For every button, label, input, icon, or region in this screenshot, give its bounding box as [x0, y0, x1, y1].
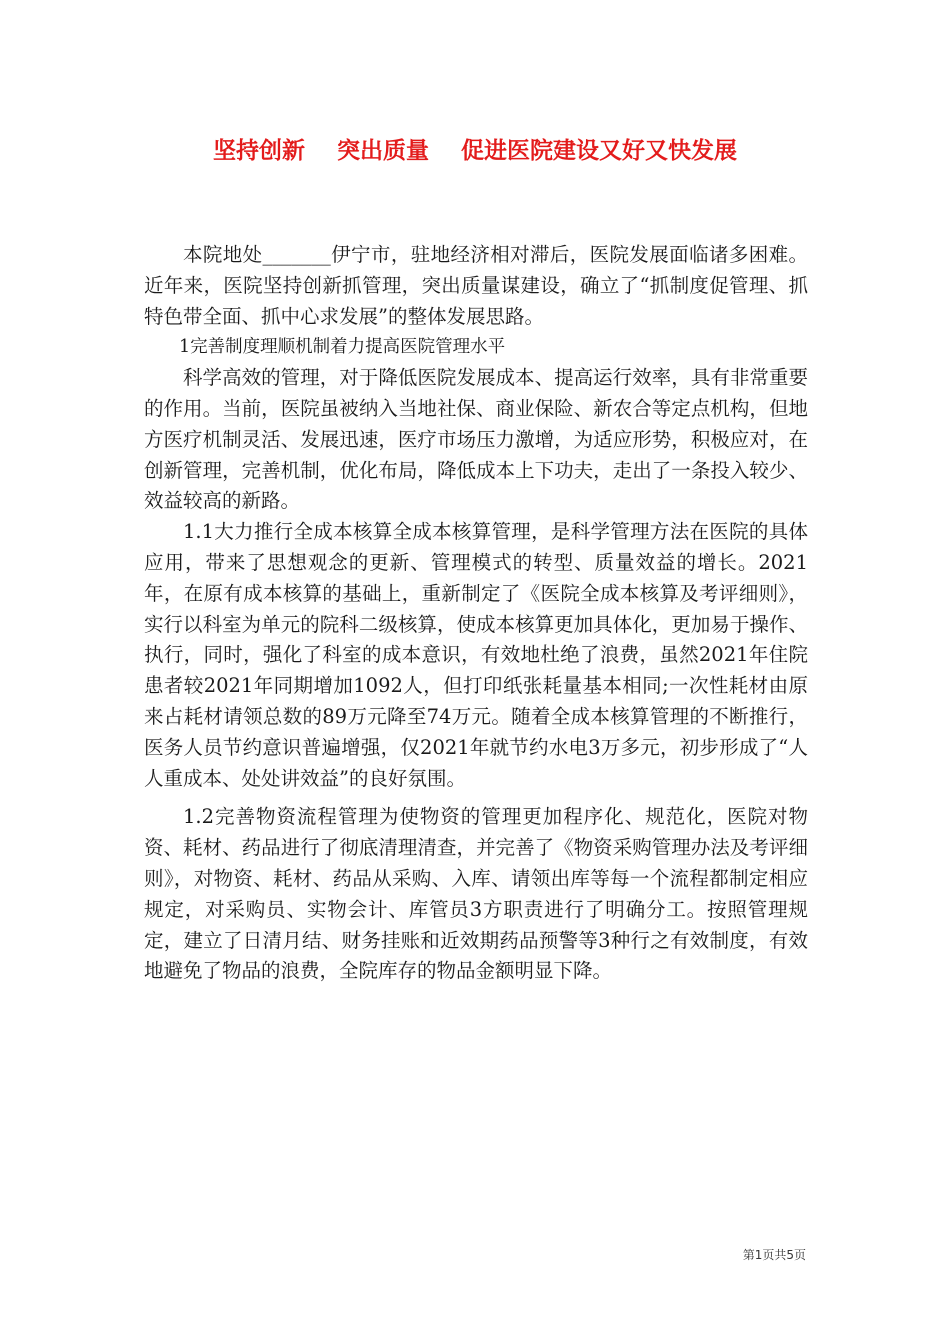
paragraph-gap [144, 794, 808, 802]
section-heading-1: 1完善制度理顺机制着力提高医院管理水平 [179, 337, 506, 358]
paragraph-material-flow: 1.2完善物资流程管理为使物资的管理更加程序化、规范化，医院对物资、耗材、药品进行了彻底清理清查，并完善了《物资采购管理办法及考评细则》，对物资、耗材、药品从采购、入库、请领出库等每一个流程都制定相应规定，对采购员、实物会计、库管员3方职责进行了明确分工。按照管理规定，建立了日清月结、财务挂账和近效期药品预警等3种行之有效制度，有效地避免了物品的浪费，全院库存的物品金额明显下降。 [144, 805, 808, 983]
paragraph-intro: 本院地处_______伊宁市，驻地经济相对滞后，医院发展面临诸多困难。近年来，医院坚持创新抓管理，突出质量谋建设，确立了“抓制度促管理、抓特色带全面、抓中心求发展”的整体发展思路。 [144, 243, 808, 328]
paragraph-cost-accounting: 1.1大力推行全成本核算全成本核算管理，是科学管理方法在医院的具体应用，带来了思想观念的更新、管理模式的转型、质量效益的增长。2021年，在原有成本核算的基础上，重新制定了《医院全成本核算及考评细则》，实行以科室为单元的院科二级核算，使成本核算更加具体化，更加易于操作、执行，同时，强化了科室的成本意识，有效地杜绝了浪费，虽然2021年住院患者较2021年同期增加1092人，但打印纸张耗量基本相同;一次性耗材由原来占耗材请领总数的89万元降至74万元。随着全成本核算管理的不断推行，医务人员节约意识普遍增强，仅2021年就节约水电3万多元，初步形成了“人人重成本、处处讲效益”的良好氛围。 [144, 520, 808, 790]
document-body [144, 240, 808, 987]
document-title: 坚持创新 突出质量 促进医院建设又好又快发展 [212, 137, 738, 164]
paragraph-management: 科学高效的管理，对于降低医院发展成本、提高运行效率，具有非常重要的作用。当前，医院虽被纳入当地社保、商业保险、新农合等定点机构，但地方医疗机制灵活、发展迅速，医疗市场压力激增，为适应形势，积极应对，在创新管理，完善机制，优化布局，降低成本上下功夫，走出了一条投入较少、效益较高的新路。 [144, 366, 808, 513]
page-number: 第1页共5页 [742, 1248, 806, 1262]
